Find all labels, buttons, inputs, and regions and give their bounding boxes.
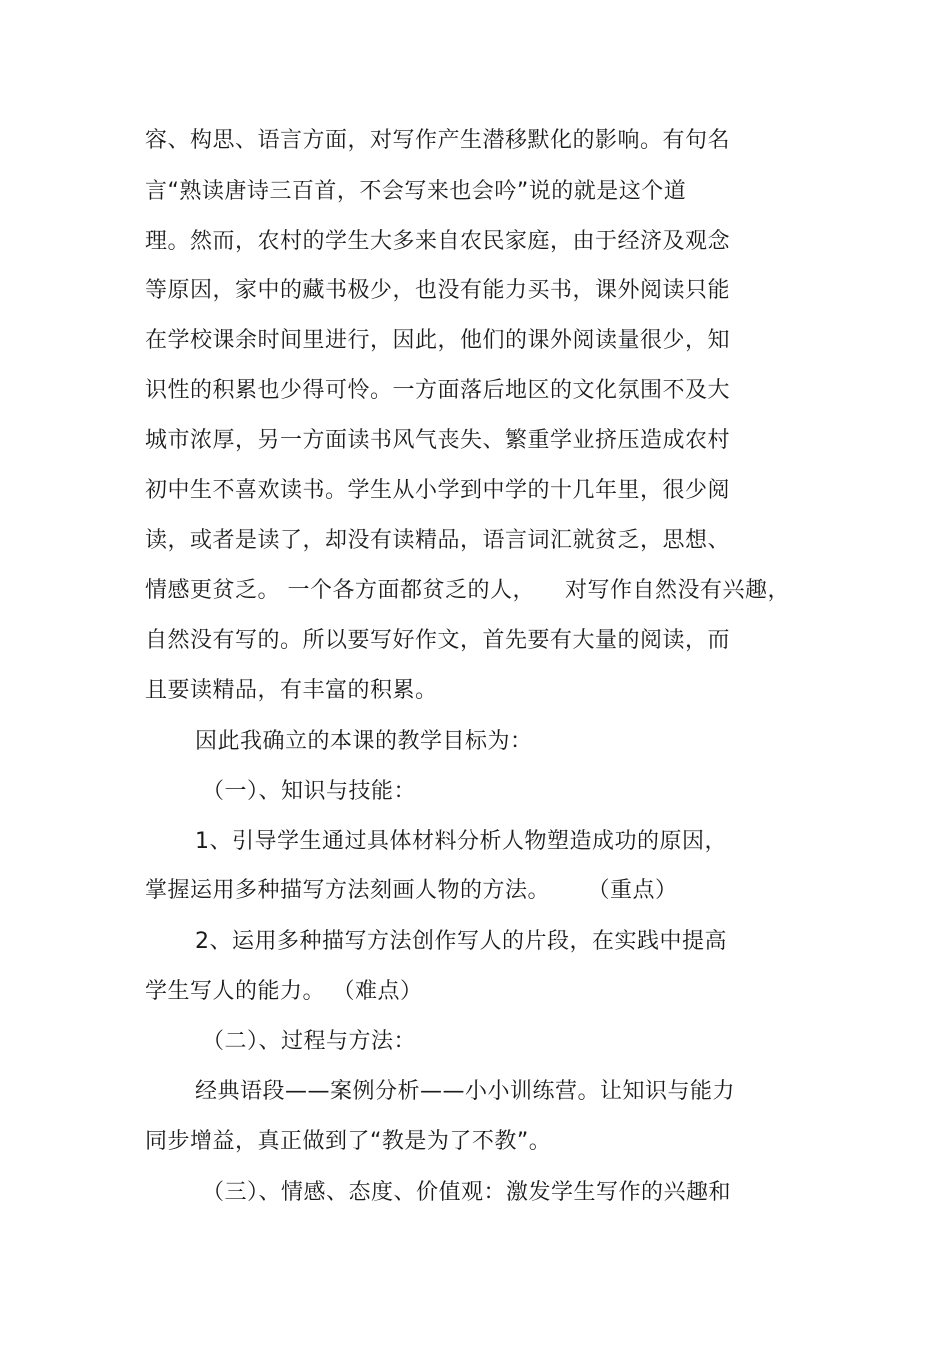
paragraph-line: 城市浓厚，另一方面读书风气丧失、繁重学业挤压造成农村 <box>145 428 731 453</box>
paragraph-line: 且要读精品，有丰富的积累。 <box>145 678 438 703</box>
objective-item-2-cont: 学生写人的能力。 （难点） <box>145 979 423 1004</box>
objective-item-1: 1、引导学生通过具体材料分析人物塑造成功的原因， <box>195 829 727 854</box>
section-intro-line: 因此我确立的本课的教学目标为： <box>195 729 533 754</box>
paragraph-line: 容、构思、语言方面，对写作产生潜移默化的影响。有句名 <box>145 128 731 153</box>
paragraph-line: 在学校课余时间里进行，因此，他们的课外阅读量很少，知 <box>145 328 731 353</box>
process-line: 经典语段——案例分析——小小训练营。让知识与能力 <box>195 1079 736 1104</box>
process-line-cont: 同步增益，真正做到了“教是为了不教”。 <box>145 1129 552 1154</box>
paragraph-line: 自然没有写的。所以要写好作文，首先要有大量的阅读，而 <box>145 628 731 653</box>
objective-item-1-cont: 掌握运用多种描写方法刻画人物的方法。 （重点） <box>145 878 678 903</box>
paragraph-line: 读，或者是读了，却没有读精品，语言词汇就贫乏，思想、 <box>145 528 731 553</box>
objective-item-2: 2、运用多种描写方法创作写人的片段，在实践中提高 <box>195 929 727 954</box>
paragraph-line: 情感更贫乏。 一个各方面都贫乏的人， 对写作自然没有兴趣， <box>145 578 790 603</box>
paragraph-line: 等原因，家中的藏书极少，也没有能力买书，课外阅读只能 <box>145 278 731 303</box>
paragraph-line: 言“熟读唐诗三百首，不会写来也会吟”说的就是这个道 <box>145 179 687 204</box>
section-heading-knowledge: （一）、知识与技能： <box>202 779 417 804</box>
paragraph-line: 识性的积累也少得可怜。一方面落后地区的文化氛围不及大 <box>145 378 731 403</box>
section-heading-process: （二）、过程与方法： <box>202 1029 417 1054</box>
paragraph-line: 初中生不喜欢读书。学生从小学到中学的十几年里，很少阅 <box>145 478 731 503</box>
section-heading-emotion: （三）、情感、态度、价值观：激发学生写作的兴趣和 <box>202 1180 732 1205</box>
paragraph-line: 理。然而，农村的学生大多来自农民家庭，由于经济及观念 <box>145 229 731 254</box>
